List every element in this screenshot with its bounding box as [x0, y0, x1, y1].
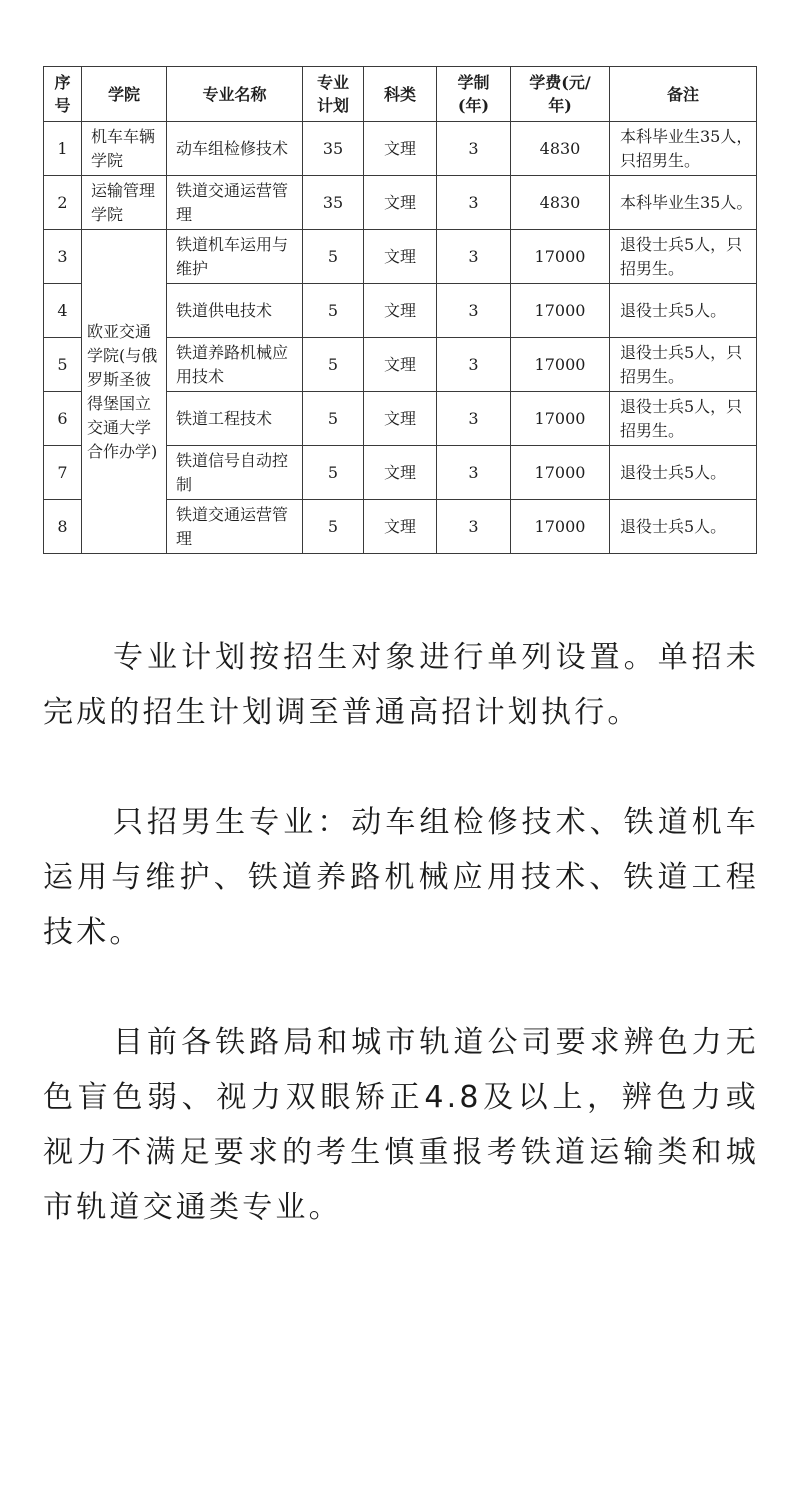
cell-remark: 本科毕业生35人。 [610, 176, 757, 230]
cell-years: 3 [437, 122, 511, 176]
header-major: 专业名称 [167, 67, 303, 122]
note-paragraph-male-only: 只招男生专业：动车组检修技术、铁道机车运用与维护、铁道养路机械应用技术、铁道工程技术。 [43, 805, 759, 950]
table-row [44, 230, 757, 284]
cell-years: 3 [437, 284, 511, 338]
cell-college-merged: 欧亚交通学院(与俄罗斯圣彼得堡国立交通大学合作办学) [82, 230, 167, 554]
cell-remark: 退役士兵5人。 [610, 446, 757, 500]
enrollment-plan-table [43, 66, 757, 554]
cell-remark: 本科毕业生35人，只招男生。 [610, 122, 757, 176]
notes-section [43, 630, 759, 1290]
cell-category: 文理 [364, 338, 437, 392]
cell-category: 文理 [364, 446, 437, 500]
cell-years: 3 [437, 500, 511, 554]
cell-remark: 退役士兵5人，只招男生。 [610, 338, 757, 392]
cell-plan: 35 [303, 122, 364, 176]
cell-major: 动车组检修技术 [167, 122, 303, 176]
cell-remark: 退役士兵5人。 [610, 500, 757, 554]
cell-years: 3 [437, 176, 511, 230]
cell-plan: 5 [303, 230, 364, 284]
cell-category: 文理 [364, 176, 437, 230]
cell-fee: 4830 [511, 122, 610, 176]
cell-major: 铁道交通运营管理 [167, 176, 303, 230]
cell-category: 文理 [364, 122, 437, 176]
cell-no: 3 [44, 230, 82, 284]
header-fee: 学费(元/ 年) [511, 67, 610, 122]
cell-major: 铁道机车运用与维护 [167, 230, 303, 284]
cell-category: 文理 [364, 230, 437, 284]
cell-major: 铁道工程技术 [167, 392, 303, 446]
cell-plan: 5 [303, 446, 364, 500]
cell-major: 铁道养路机械应用技术 [167, 338, 303, 392]
cell-fee: 17000 [511, 392, 610, 446]
cell-major: 铁道交通运营管理 [167, 500, 303, 554]
cell-plan: 5 [303, 392, 364, 446]
cell-plan: 5 [303, 500, 364, 554]
cell-no: 6 [44, 392, 82, 446]
cell-fee: 17000 [511, 284, 610, 338]
cell-plan: 5 [303, 284, 364, 338]
cell-years: 3 [437, 338, 511, 392]
cell-major: 铁道供电技术 [167, 284, 303, 338]
cell-fee: 17000 [511, 230, 610, 284]
cell-college: 机车车辆学院 [82, 122, 167, 176]
cell-no: 8 [44, 500, 82, 554]
note-paragraph-vision: 目前各铁路局和城市轨道公司要求辨色力无色盲色弱、视力双眼矫正4.8及以上，辨色力或视力不满足要求的考生慎重报考铁道运输类和城市轨道交通类专业。 [43, 1025, 759, 1225]
note-paragraph-plan: 专业计划按招生对象进行单列设置。单招未完成的招生计划调至普通高招计划执行。 [43, 640, 759, 730]
cell-remark: 退役士兵5人。 [610, 284, 757, 338]
table-header-row [44, 67, 757, 122]
cell-no: 2 [44, 176, 82, 230]
cell-category: 文理 [364, 392, 437, 446]
cell-years: 3 [437, 230, 511, 284]
cell-plan: 35 [303, 176, 364, 230]
cell-plan: 5 [303, 338, 364, 392]
table-row [44, 176, 757, 230]
cell-remark: 退役士兵5人，只招男生。 [610, 230, 757, 284]
header-no: 序 号 [44, 67, 82, 122]
cell-college: 运输管理学院 [82, 176, 167, 230]
cell-major: 铁道信号自动控制 [167, 446, 303, 500]
cell-years: 3 [437, 392, 511, 446]
cell-no: 1 [44, 122, 82, 176]
cell-fee: 17000 [511, 500, 610, 554]
header-plan: 专业 计划 [303, 67, 364, 122]
cell-category: 文理 [364, 284, 437, 338]
header-years: 学制 (年) [437, 67, 511, 122]
header-college: 学院 [82, 67, 167, 122]
cell-category: 文理 [364, 500, 437, 554]
header-category: 科类 [364, 67, 437, 122]
cell-fee: 17000 [511, 446, 610, 500]
table-row [44, 122, 757, 176]
cell-no: 5 [44, 338, 82, 392]
cell-fee: 4830 [511, 176, 610, 230]
cell-fee: 17000 [511, 338, 610, 392]
cell-remark: 退役士兵5人，只招男生。 [610, 392, 757, 446]
cell-no: 7 [44, 446, 82, 500]
enrollment-plan-table-wrap [43, 66, 756, 554]
header-remark: 备注 [610, 67, 757, 122]
cell-no: 4 [44, 284, 82, 338]
cell-years: 3 [437, 446, 511, 500]
